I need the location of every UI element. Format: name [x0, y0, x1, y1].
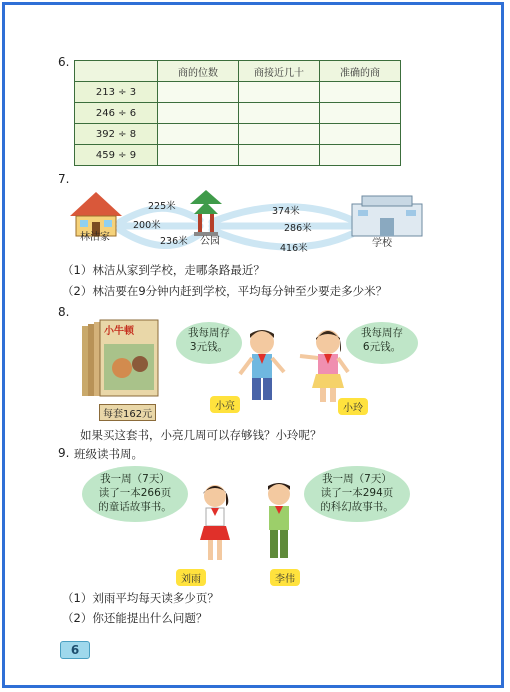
name-tag-xiaoliang: 小亮 — [210, 396, 240, 413]
book-title: 小牛顿 — [104, 326, 134, 337]
answer-cell[interactable] — [320, 82, 401, 103]
table-header-corner — [75, 61, 158, 82]
answer-cell[interactable] — [158, 124, 239, 145]
q9-question-2: （2）你还能提出什么问题？ — [62, 611, 208, 625]
distance-286: 286米 — [284, 223, 312, 234]
q7-question-1: （1）林洁从家到学校，走哪条路最近？ — [62, 263, 265, 277]
q8-question: 如果买这套书，小亮几周可以存够钱？小玲呢？ — [80, 428, 322, 442]
table-row — [75, 145, 401, 166]
table-row — [75, 82, 401, 103]
distance-236: 236米 — [160, 236, 188, 247]
bubble-line: 读了一本266页 — [98, 487, 172, 499]
q6-number: 6. — [58, 55, 70, 69]
bubble-line: 的科幻故事书。 — [320, 501, 394, 513]
distance-225: 225米 — [148, 201, 176, 212]
answer-cell[interactable] — [239, 103, 320, 124]
price-tag: 每套162元 — [99, 404, 156, 421]
table-header-exact: 准确的商 — [320, 61, 401, 82]
school-icon — [352, 196, 422, 236]
bubble-line: 我每周存 — [361, 327, 403, 339]
name-tag-liwei: 李伟 — [270, 569, 300, 586]
table-row — [75, 124, 401, 145]
label-home: 林洁家 — [80, 232, 110, 243]
answer-cell[interactable] — [320, 145, 401, 166]
q9-number: 9. — [58, 446, 70, 460]
q7-number: 7. — [58, 172, 70, 186]
answer-cell[interactable] — [320, 103, 401, 124]
q8-number: 8. — [58, 305, 70, 319]
girl-figure — [296, 326, 356, 406]
answer-cell[interactable] — [239, 82, 320, 103]
distance-416: 416米 — [280, 243, 308, 254]
boy-figure — [232, 326, 292, 406]
page-number: 6 — [60, 641, 90, 659]
distance-200: 200米 — [133, 220, 161, 231]
table-expr: 392 ÷ 8 — [75, 124, 158, 145]
boy-liwei-figure — [254, 480, 304, 568]
table-expr: 213 ÷ 3 — [75, 82, 158, 103]
label-park: 公园 — [200, 236, 220, 247]
bubble-line: 我一周（7天） — [100, 473, 170, 485]
girl-liuyu-figure — [190, 482, 240, 566]
q7-question-2: （2）林洁要在9分钟内赶到学校，平均每分钟至少要走多少米？ — [62, 284, 388, 298]
table-expr: 246 ÷ 6 — [75, 103, 158, 124]
bubble-line: 我一周（7天） — [322, 473, 392, 485]
answer-cell[interactable] — [158, 145, 239, 166]
answer-cell[interactable] — [158, 103, 239, 124]
name-tag-xiaoling: 小玲 — [338, 398, 368, 415]
bubble-line: 3元钱。 — [189, 341, 229, 353]
speech-bubble-liwei — [304, 466, 410, 522]
table-header-digits: 商的位数 — [158, 61, 239, 82]
table-expr: 459 ÷ 9 — [75, 145, 158, 166]
bubble-line: 的童话故事书。 — [98, 501, 172, 513]
table-row — [75, 103, 401, 124]
speech-bubble-liuyu — [82, 466, 188, 522]
answer-cell[interactable] — [320, 124, 401, 145]
q6-table — [74, 60, 401, 166]
q9-title: 班级读书周。 — [74, 447, 143, 461]
bubble-line: 我每周存 — [188, 327, 230, 339]
label-school: 学校 — [372, 238, 392, 249]
bubble-line: 6元钱。 — [362, 341, 402, 353]
table-header-row — [75, 61, 401, 82]
name-tag-liuyu: 刘雨 — [176, 569, 206, 586]
answer-cell[interactable] — [158, 82, 239, 103]
table-header-approx: 商接近几十 — [239, 61, 320, 82]
bubble-line: 读了一本294页 — [320, 487, 394, 499]
distance-374: 374米 — [272, 206, 300, 217]
answer-cell[interactable] — [239, 145, 320, 166]
answer-cell[interactable] — [239, 124, 320, 145]
speech-bubble-right — [346, 322, 418, 364]
q9-question-1: （1）刘雨平均每天读多少页？ — [62, 591, 219, 605]
